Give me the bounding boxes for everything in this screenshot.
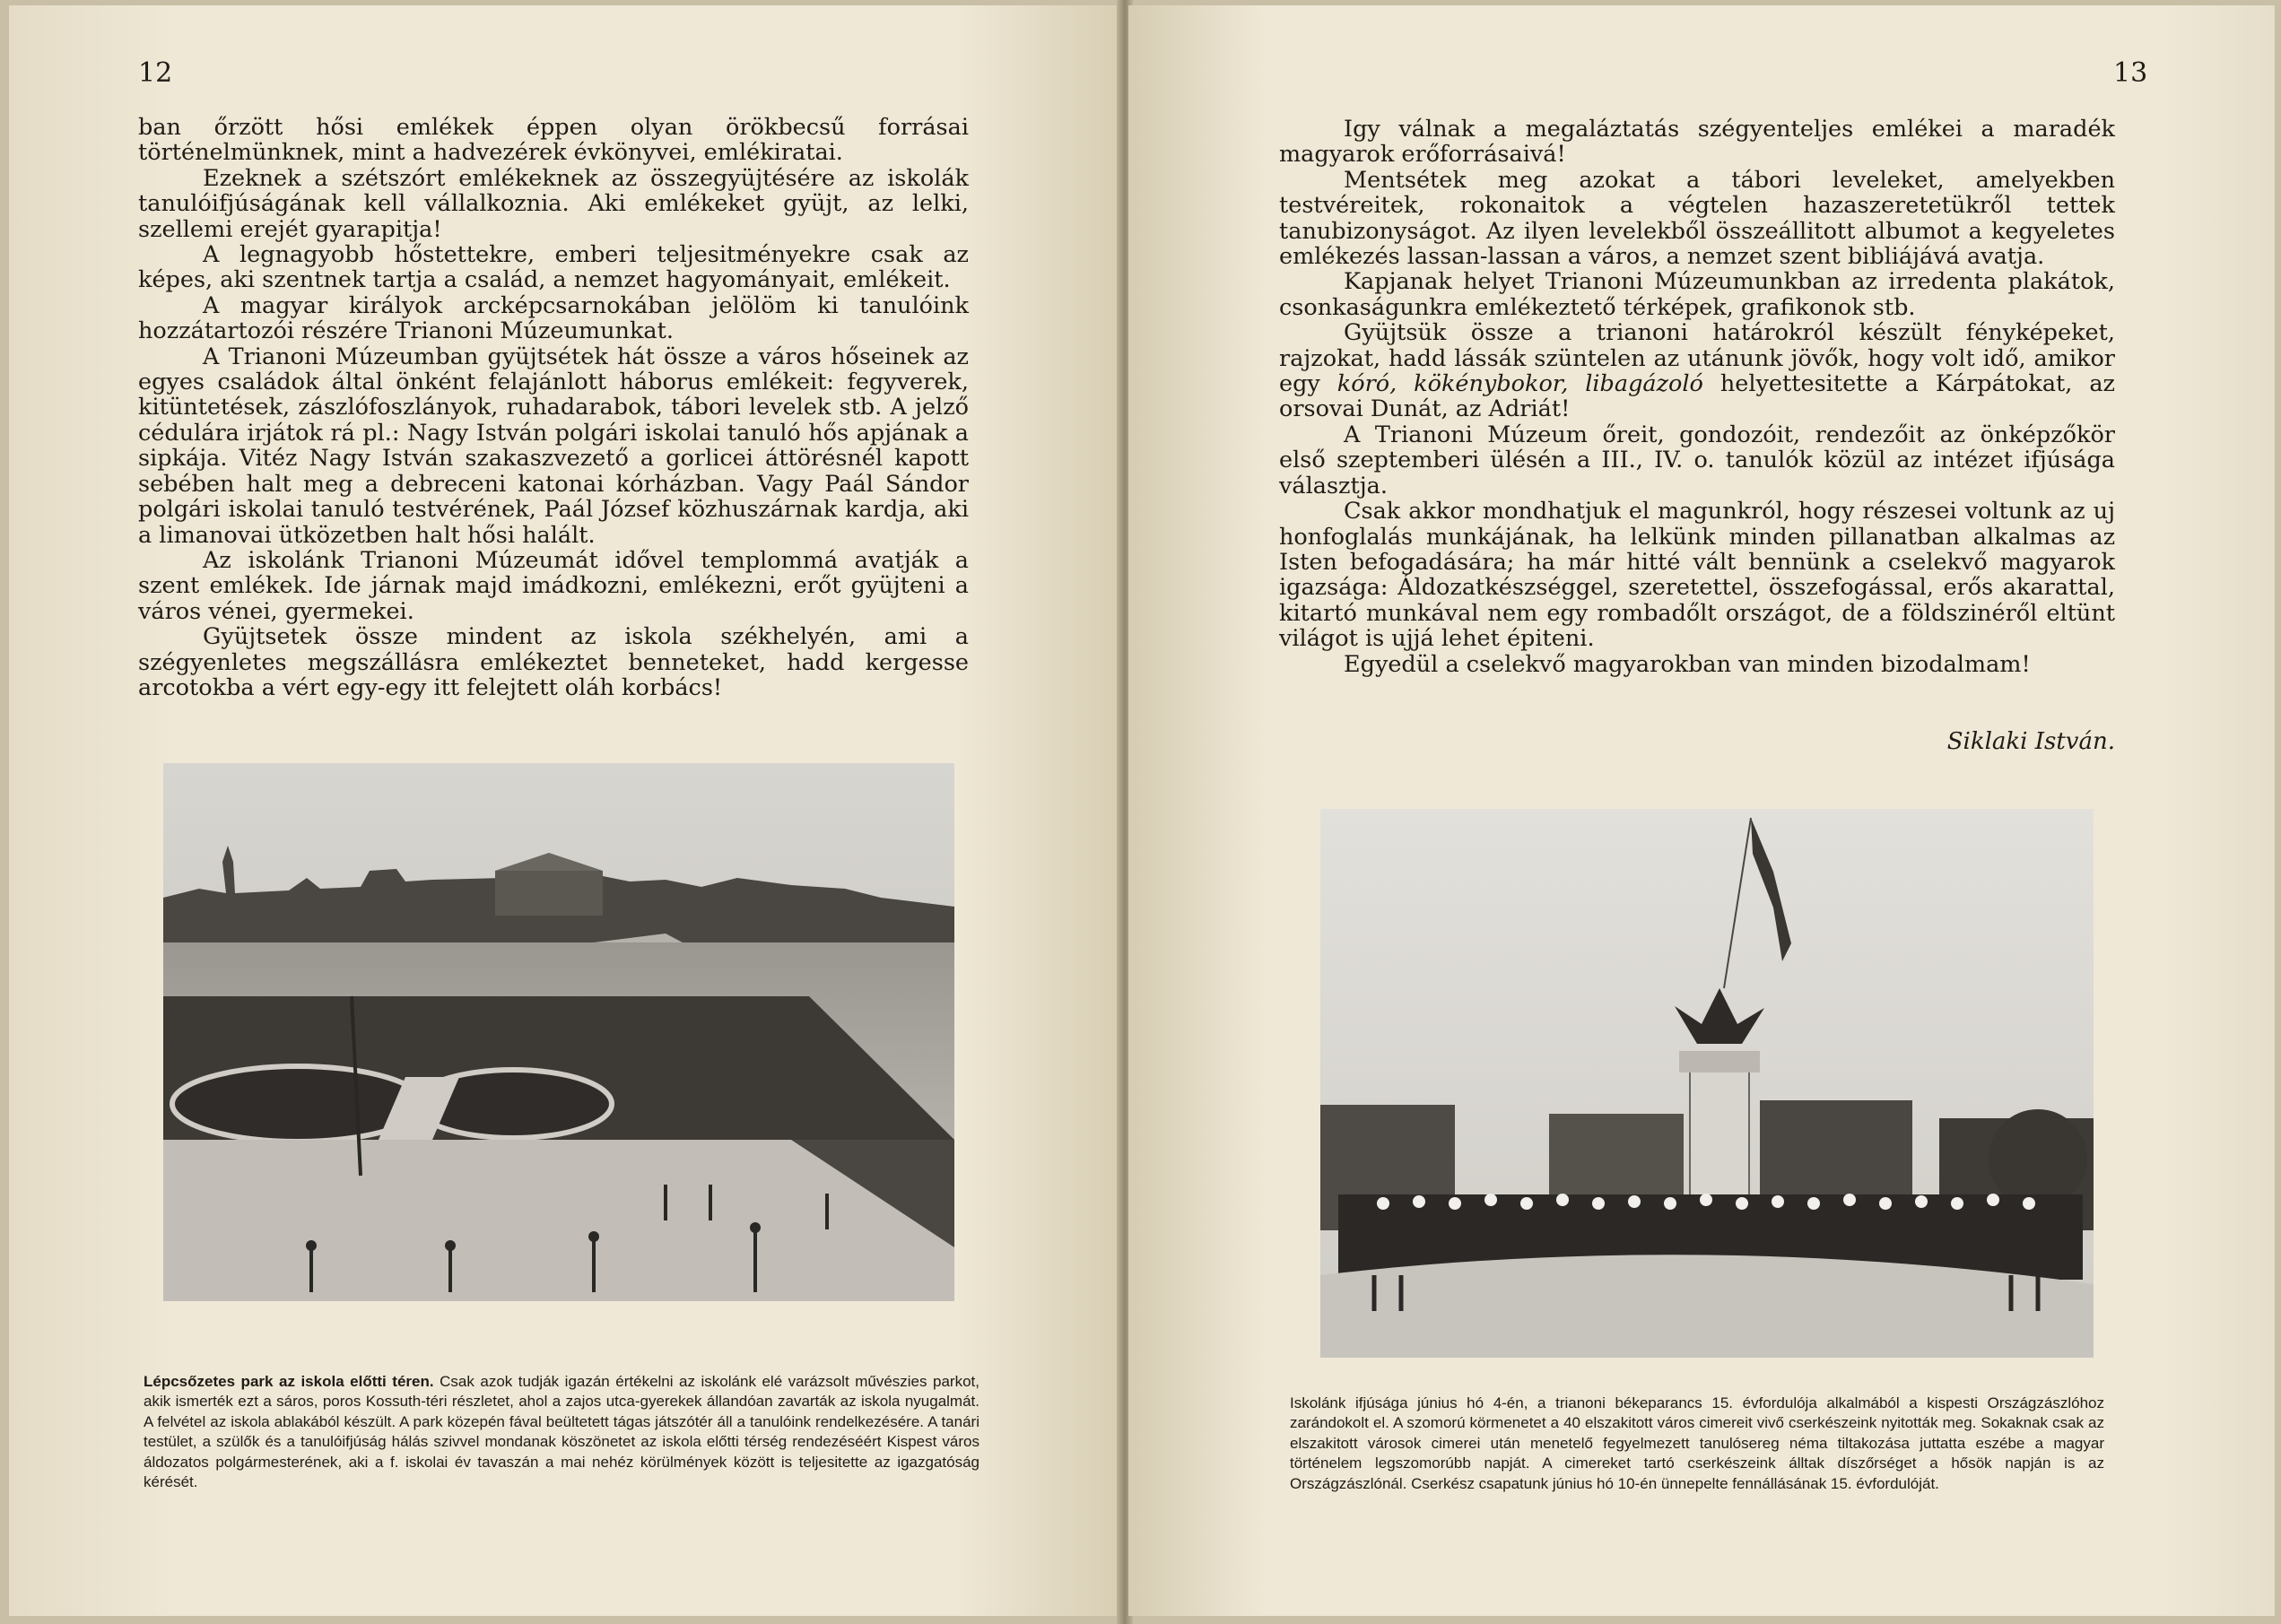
paragraph: Gyüjtsetek össze mindent az iskola székhelyén, ami a szégyenletes megszállásra emlékeztet benneteket, hadd kergesse arcotokba a vért egy-egy itt felejtett oláh korbács! [138,623,969,701]
ceremony-photo-image [1320,809,2094,1358]
right-page [1128,5,2275,1616]
page-number: 13 [2113,57,2148,89]
italic-phrase: kóró, kökénybokor, libagázoló [1336,370,1703,398]
ceremony-photo [1320,809,2094,1358]
paragraph: A Trianoni Múzeum őreit, gondozóit, rendezőit az önképzőkör első szeptemberi ülésén a III., IV. o. tanulók közül az intézet ifjúsága választja. [1279,421,2115,499]
left-body-text [138,115,969,700]
park-photo [163,763,954,1301]
author-signature: Siklaki István. [1946,728,2115,755]
paragraph: A Trianoni Múzeumban gyüjtsétek hát össze a város hőseinek az egyes családok által önként felajánlott háborus emlékeit: fegyverek, kitüntetések, zászlófoszlányok, ruhadarabok, tábori levelek stb. A jelző cédulára irjátok rá pl.: Nagy István polgári iskolai tanuló hős apjának a sipkája. Vitéz Nagy István szakaszvezető a gorlicei áttörésnél kapott sebében halt meg a debreceni katonai kórházban. Vagy Paál Sándor polgári iskolai tanuló testvérének, Paál József közhuszárnak kardja, aki a limanovai ütközetben halt hősi halált. [138,343,969,549]
caption-title: Lépcsőzetes park az iskola előtti téren. [144,1373,434,1390]
paragraph-part: helyettesitette a Kárpátokat, az orsovai Dunát, az Adriát! [1279,370,2115,423]
caption-text: Csak azok tudják igazán értékelni az iskolánk elé varázsolt művészies parkot, akik ismerték ezt a sáros, poros Kossuth-téri részletet, ahol a zajos utca-gyerekek állandóan zavarták az iskola nyugalmát. A felvétel az iskola ablakából készült. A park közepén fával beültetett tágas játszótér áll a tanulóink rendelkezésére. A tanári testület, a szülők és a tanulóifjúság hálás szivvel mondanak köszönetet az iskola előtti térség rendezéséért Kispest város áldozatos polgármesterének, aki a f. iskolai év tavaszán a mai nehéz körülmények között is teljesitette az igazgatóság kérését. [144,1373,979,1491]
paragraph: Csak akkor mondhatjuk el magunkról, hogy részesei voltunk az uj honfoglalás munkájának, ha lelkünk minden pillanatban alkalmas az Isten befogadására; ha már hitté vált bennünk a cselekvő magyarok igazsága: Áldozatkészséggel, szeretettel, összefogással, erős akarattal, kitartó munkával nem egy rombadőlt országot, de a földszinéről eltünt világot is ujjá lehet épiteni. [1279,498,2115,653]
paragraph: ban őrzött hősi emlékek éppen olyan örökbecsű forrásai történelmünknek, mint a hadvezérek évkönyvei, emlékiratai. [138,114,969,167]
page-number: 12 [138,57,173,89]
paragraph: Igy válnak a megaláztatás szégyenteljes emlékei a maradék magyarok erőforrásaivá! [1279,116,2115,169]
paragraph: Mentsétek meg azokat a tábori leveleket, amelyekben testvéreitek, rokonaitok a végtelen hazaszeretetükről tettek tanubizonyságot. Az ilyen levelekből összeállitott albumot a kegyeletes emlékezés lassan-lassan a város, a nemzet szent bibliájává avatja. [1279,166,2115,271]
paragraph: Az iskolánk Trianoni Múzeumát idővel templommá avatják a szent emlékek. Ide járnak majd imádkozni, emlékezni, erőt gyüjteni a város vénei, gyermekei. [138,546,969,625]
park-photo-caption [144,1372,979,1492]
paragraph-part: Gyüjtsük össze a trianoni határokról készült fényképeket, rajzokat, hadd lássák szüntelen az utánunk jövők, hogy volt idő, amikor egy [1279,319,2115,398]
park-photo-image [163,763,954,1301]
left-page [9,5,1121,1616]
right-body-text [1279,117,2115,677]
paragraph: Egyedül a cselekvő magyarokban van minden bizodalmam! [1344,650,2031,678]
ceremony-photo-caption: Iskolánk ifjúsága június hó 4-én, a trianoni békeparancs 15. évfordulója alkalmából a kispesti Országzászlóhoz zarándokolt el. A szomorú körmenetet a 40 elszakitott város cimereit vivő cserkészeink nyitották meg. Sokaknak csak az elszakitott városok cimerei után menetelő fegyelmezett tanulósereg néma tiltakozása juttatta eszébe a magyar történelem legszomorúbb napját. A cimereket tartó cserkészeink álltak díszőrséget a hősök napján is az Országzászlónál. Cserkész csapatunk június hó 10-én ünnepelte fennállásának 15. évfordulóját. [1290,1394,2104,1492]
paragraph: A legnagyobb hőstettekre, emberi teljesitményekre csak az képes, aki szentnek tartja a család, a nemzet hagyományait, emlékeit. [138,241,969,294]
paragraph: Kapjanak helyet Trianoni Múzeumunkban az irredenta plakátok, csonkaságunkra emlékeztető térképek, grafikonok stb. [1279,268,2115,321]
paragraph: A magyar királyok arcképcsarnokában jelölöm ki tanulóink hozzátartozói részére Trianoni Múzeumunkat. [138,291,969,345]
paragraph: Ezeknek a szétszórt emlékeknek az összegyüjtésére az iskolák tanulóifjúságának kell vállalkoznia. Aki emlékeket gyüjt, az lelki, szellemi erejét gyarapitja! [138,164,969,243]
paragraph [1279,320,2115,422]
